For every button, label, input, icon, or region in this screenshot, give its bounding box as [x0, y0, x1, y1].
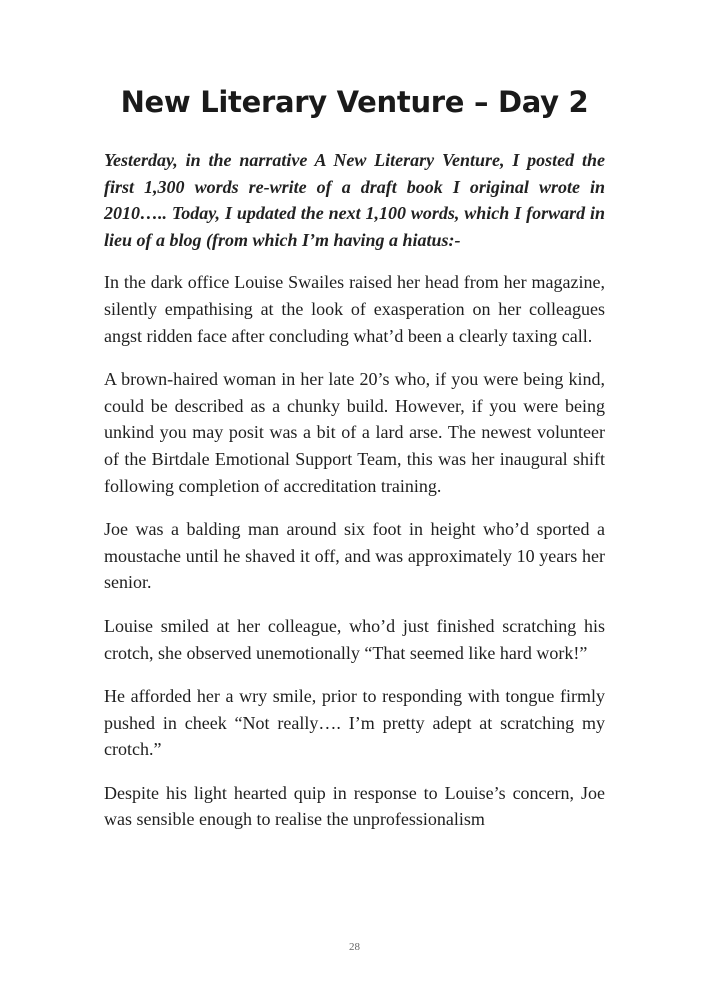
paragraph: In the dark office Louise Swailes raised her head from her magazine, silently empathising at the look of exasperation on her colleagues angst ridden face after concluding what’d been a clearly taxing call. — [104, 272, 605, 346]
document-body — [104, 147, 605, 850]
paragraph: A brown-haired woman in her late 20’s who, if you were being kind, could be described as a chunky build. However, if you were being unkind you may posit was a bit of a lard arse. The newest volunteer of the Birtdale Emotional Support Team, this was her inaugural shift following completion of accreditation training. — [104, 369, 605, 496]
paragraph: Joe was a balding man around six foot in height who’d sported a moustache until he shaved it off, and was approximately 10 years her senior. — [104, 519, 605, 593]
page-title: New Literary Venture – Day 2 — [120, 85, 589, 119]
intro-paragraph: Yesterday, in the narrative A New Literary Venture, I posted the first 1,300 words re-write of a draft book I original wrote in 2010….. Today, I updated the next 1,100 words, which I forward in lieu of a blog (from which I’m having a hiatus:- — [104, 150, 605, 250]
paragraph: Despite his light hearted quip in response to Louise’s concern, Joe was sensible enough to realise the unprofessionalism — [104, 782, 605, 830]
paragraph: He afforded her a wry smile, prior to responding with tongue firmly pushed in cheek “Not really…. I’m pretty adept at scratching my crotch.” — [104, 686, 605, 760]
paragraph: Louise smiled at her colleague, who’d just finished scratching his crotch, she observed unemotionally “That seemed like hard work!” — [104, 615, 605, 663]
page-number: 28 — [349, 941, 360, 953]
